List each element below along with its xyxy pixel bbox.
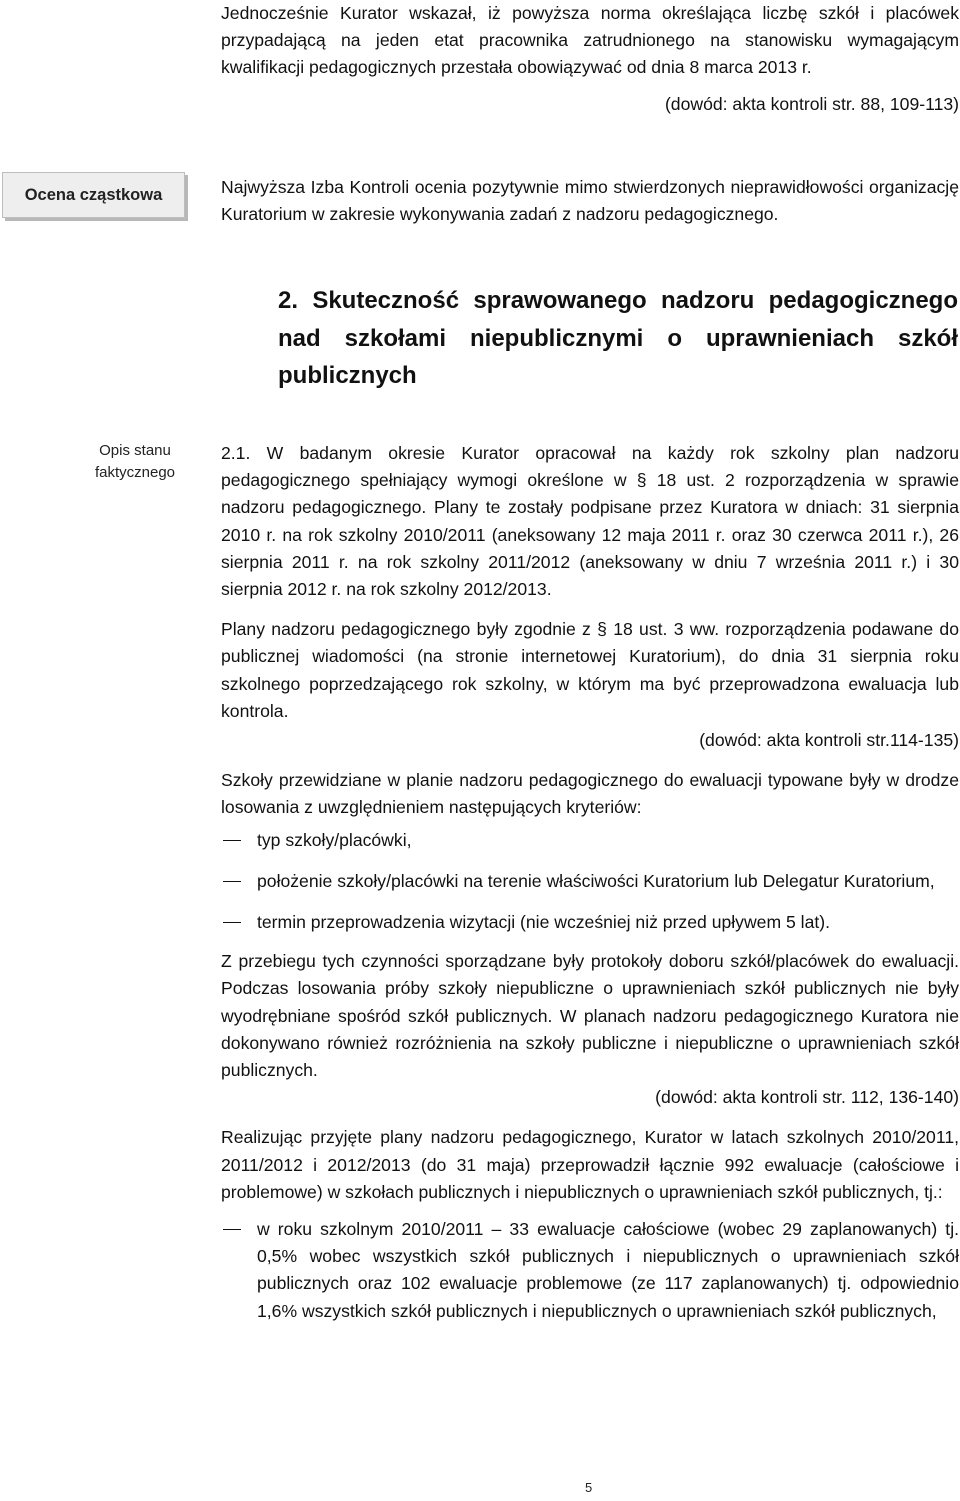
list-item: termin przeprowadzenia wizytacji (nie wcześniej niż przed upływem 5 lat). xyxy=(221,909,959,936)
assessment-badge xyxy=(2,172,185,218)
paragraph-2-1: 2.1. W badanym okresie Kurator opracował na każdy rok szkolny plan nadzoru pedagogicznego spełniający wymogi określone w § 18 ust. 2 rozporządzenia w sprawie nadzoru pedagogicznego. Plany te zostały podpisane przez Kuratora w dniach: 31 sierpnia 2010 r. na rok szkolny 2010/2011 (aneksowany 12 maja 2011 r. oraz 30 czerwca 2011 r.), 26 sierpnia 2011 r. na rok szkolny 2011/2012 (aneksowany w dniu 7 września 2011 r.) i 30 sierpnia 2012 r. na rok szkolny 2012/2013. xyxy=(221,443,959,600)
list-item: położenie szkoły/placówki na terenie właściwości Kuratorium lub Delegatur Kuratorium, xyxy=(221,868,959,895)
results-list xyxy=(221,1216,959,1325)
dash-bullet-icon xyxy=(223,922,241,923)
assessment-badge-label: Ocena cząstkowa xyxy=(24,185,163,204)
intro-block xyxy=(221,0,959,118)
paragraph-evaluations: Realizując przyjęte plany nadzoru pedagogicznego, Kurator w latach szkolnych 2010/2011, 2011/2012 i 2012/2013 (do 31 maja) przeprowadził łącznie 992 ewaluacje (całościowe i problemowe) w szkołach publicznych i niepublicznych o uprawnieniach szkół publicznych, tj.: xyxy=(221,1127,959,1202)
list-item: typ szkoły/placówki, xyxy=(221,827,959,854)
paragraph-protocols: Z przebiegu tych czynności sporządzane były protokoły doboru szkół/placówek do ewaluacji. Podczas losowania próby szkoły niepubliczne o uprawnieniach szkół publicznych nie były wyodrębniane spośród szkół publicznych. W planach nadzoru pedagogicznego Kuratora nie dokonywano również rozróżnienia na szkoły publiczne i niepubliczne o uprawnieniach szkół publicznych. xyxy=(221,951,959,1081)
citation-114-135: (dowód: akta kontroli str.114-135) xyxy=(699,730,959,751)
assessment-paragraph: Najwyższa Izba Kontroli ocenia pozytywnie mimo stwierdzonych nieprawidłowości organizację Kuratorium w zakresie wykonywania zadań z nadzoru pedagogicznego. xyxy=(221,177,959,225)
list-item: w roku szkolnym 2010/2011 – 33 ewaluacje całościowe (wobec 29 zaplanowanych) tj. 0,5% wobec wszystkich szkół publicznych i niepublicznych o uprawnieniach szkół publicznych oraz 102 ewaluacje problemowe (ze 117 zaplanowanych) tj. odpowiednio 1,6% wszystkich szkół publicznych i niepublicznych o uprawnieniach szkół publicznych, xyxy=(221,1216,959,1325)
intro-paragraph: Jednocześnie Kurator wskazał, iż powyższa norma określająca liczbę szkół i placówek przypadającą na jeden etat pracownika zatrudnionego na stanowisku wymagającym kwalifikacji pedagogicznych przestała obowiązywać od dnia 8 marca 2013 r. xyxy=(221,3,959,78)
section-heading: 2. Skuteczność sprawowanego nadzoru pedagogicznego nad szkołami niepublicznymi o uprawnieniach szkół publicznych xyxy=(278,287,958,389)
section-body xyxy=(221,440,959,1325)
citation-112-136-140: (dowód: akta kontroli str. 112, 136-140) xyxy=(655,1087,959,1108)
dash-bullet-icon xyxy=(223,840,241,841)
assessment-block xyxy=(221,174,959,228)
intro-citation: (dowód: akta kontroli str. 88, 109-113) xyxy=(664,93,959,114)
dash-bullet-icon xyxy=(223,881,241,882)
paragraph-selection: Szkoły przewidziane w planie nadzoru pedagogicznego do ewaluacji typowane były w drodze losowania z uwzględnieniem następujących kryteriów: xyxy=(221,770,959,818)
dash-bullet-icon xyxy=(223,1229,241,1230)
side-label: Opis stanu faktycznego xyxy=(94,442,176,481)
document-page: Jednocześnie Kurator wskazał, iż powyższa norma określająca liczbę szkół i placówek przypadającą na jeden etat pracownika zatrudnionego na stanowisku wymagającym kwalifikacji pedagogicznych przestała obowiązywać od dnia 8 marca 2013 r. (dowód: akta kontroli str. 88, 109-113) Ocena cząstkowa Najwyższa Izba Kontroli ocenia pozytywnie mimo stwierdzonych nieprawidłowości organizację Kuratorium w zakresie wykonywania zadań z nadzoru pedagogicznego. 2. Skuteczność sprawowanego nadzoru pedagogicznego nad szkołami niepublicznymi o uprawnieniach szkół publicznych Opis stanu faktycznego 2.1. W badanym okresie Kurator opracował na każdy rok szkolny plan nadzoru pedagogicznego spełniający wymogi określone w § 18 ust. 2 rozporządzenia w sprawie nadzoru pedagogicznego. Plany te zostały podpisane przez Kuratora w dniach: 31 sierpnia 2010 r. na rok szkolny 2010/2011 (aneksowany 12 maja 2011 r. oraz 30 czerwca 2011 r.), 26 sierpnia 2011 r. na rok szkolny 2011/2012 (aneksowany w dniu 7 września 2011 r.) i 30 sierpnia 2012 r. na rok szkolny 2012/2013. Plany nadzoru pedagogicznego były zgodnie z § 18 ust. 3 ww. rozporządzenia podawane do publicznej wiadomości (na stronie internetowej Kuratorium), do dnia 31 sierpnia roku szkolnego poprzedzającego rok szkolny, w którym ma być przeprowadzona ewaluacja lub kontrola. (dowód: akta kontroli str.114-135) Szkoły przewidziane w planie nadzoru pedagogicznego do ewaluacji typowane były w drodze losowania z uwzględnieniem następujących kryteriów: typ szkoły/placówki, położenie szkoły/placówki na terenie właściwości Kuratorium lub Delegatur Kuratorium, termin przeprowadzenia wizytacji (nie wcześniej niż przed upływem 5 lat). Z przebiegu tych czynności sporządzane były protokoły doboru szkół/placówek do ewaluacji. Podczas losowania próby szkoły niepubliczne o uprawnieniach szkół publicznych nie były wyodrębniane spośród szkół publicznych. W planach nadzoru pedagogicznego Kuratora nie dokonywano również rozróżnienia na szkoły publiczne i niepubliczne o uprawnieniach szkół publicznych. (dowód: akta kontroli str. 112, 136-140) Realizując przyjęte plany nadzoru pedagogicznego, Kurator w latach szkolnych 2010/2011, 2011/2012 i 2012/2013 (do 31 maja) przeprowadził łącznie 992 ewaluacje (całościowe i problemowe) w szkołach publicznych i niepublicznych o uprawnieniach szkół publicznych, tj.: w roku szkolnym 2010/2011 – 33 ewaluacje całościowe (wobec 29 zaplanowanych) tj. 0,5% wobec wszystkich szkół publicznych i niepublicznych o uprawnieniach szkół publicznych oraz 102 ewaluacje problemowe (ze 117 zaplanowanych) tj. odpowiednio 1,6% wszystkich szkół publicznych i niepublicznych o uprawnieniach szkół publicznych, 5 xyxy=(0,0,960,1501)
criteria-list xyxy=(221,827,959,937)
paragraph-plans-published: Plany nadzoru pedagogicznego były zgodnie z § 18 ust. 3 ww. rozporządzenia podawane do publicznej wiadomości (na stronie internetowej Kuratorium), do dnia 31 sierpnia roku szkolnego poprzedzającego rok szkolny, w którym ma być przeprowadzona ewaluacja lub kontrola. xyxy=(221,619,959,721)
